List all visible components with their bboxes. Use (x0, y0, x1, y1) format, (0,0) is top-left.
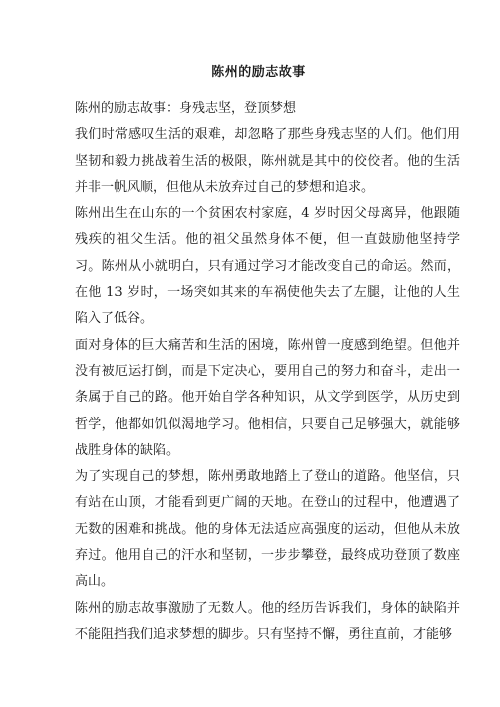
paragraph-4: 为了实现自己的梦想，陈州勇敢地踏上了登山的道路。他坚信，只有站在山顶，才能看到更广阔的天地。在登山的过程中，他遭遇了无数的困难和挑战。他的身体无法适应高强度的运动，但他从未放弃过。他用自己的汗水和坚韧，一步步攀登，最终成功登顶了数座高山。 (75, 469, 460, 590)
document-title: 陈州的励志故事 (211, 65, 306, 80)
paragraph-5: 陈州的励志故事激励了无数人。他的经历告诉我们，身体的缺陷并不能阻挡我们追求梦想的脚步。只有坚持不懈，勇往直前，才能够 (75, 600, 460, 642)
paragraph-3: 面对身体的巨大痛苦和生活的困境，陈州曾一度感到绝望。但他并没有被厄运打倒，而是下定决心，要用自己的努力和奋斗，走出一条属于自己的路。他开始自学各种知识，从文学到医学，从历史到哲学，他都如饥似渴地学习。他相信，只要自己足够强大，就能够战胜身体的缺陷。 (75, 337, 460, 458)
paragraph-subtitle: 陈州的励志故事：身残志坚，登顶梦想 (75, 101, 297, 116)
paragraph-2: 陈州出生在山东的一个贫困农村家庭，4 岁时因父母离异，他跟随残疾的祖父生活。他的祖父虽然身体不便，但一直鼓励他坚持学习。陈州从小就明白，只有通过学习才能改变自己的命运。然而，在他 13 岁时，一场突如其来的车祸使他失去了左腿，让他的人生陷入了低谷。 (75, 206, 460, 327)
paragraph-1: 我们时常感叹生活的艰难，却忽略了那些身残志坚的人们。他们用坚韧和毅力挑战着生活的极限，陈州就是其中的佼佼者。他的生活并非一帆风顺，但他从未放弃过自己的梦想和追求。 (75, 127, 460, 195)
